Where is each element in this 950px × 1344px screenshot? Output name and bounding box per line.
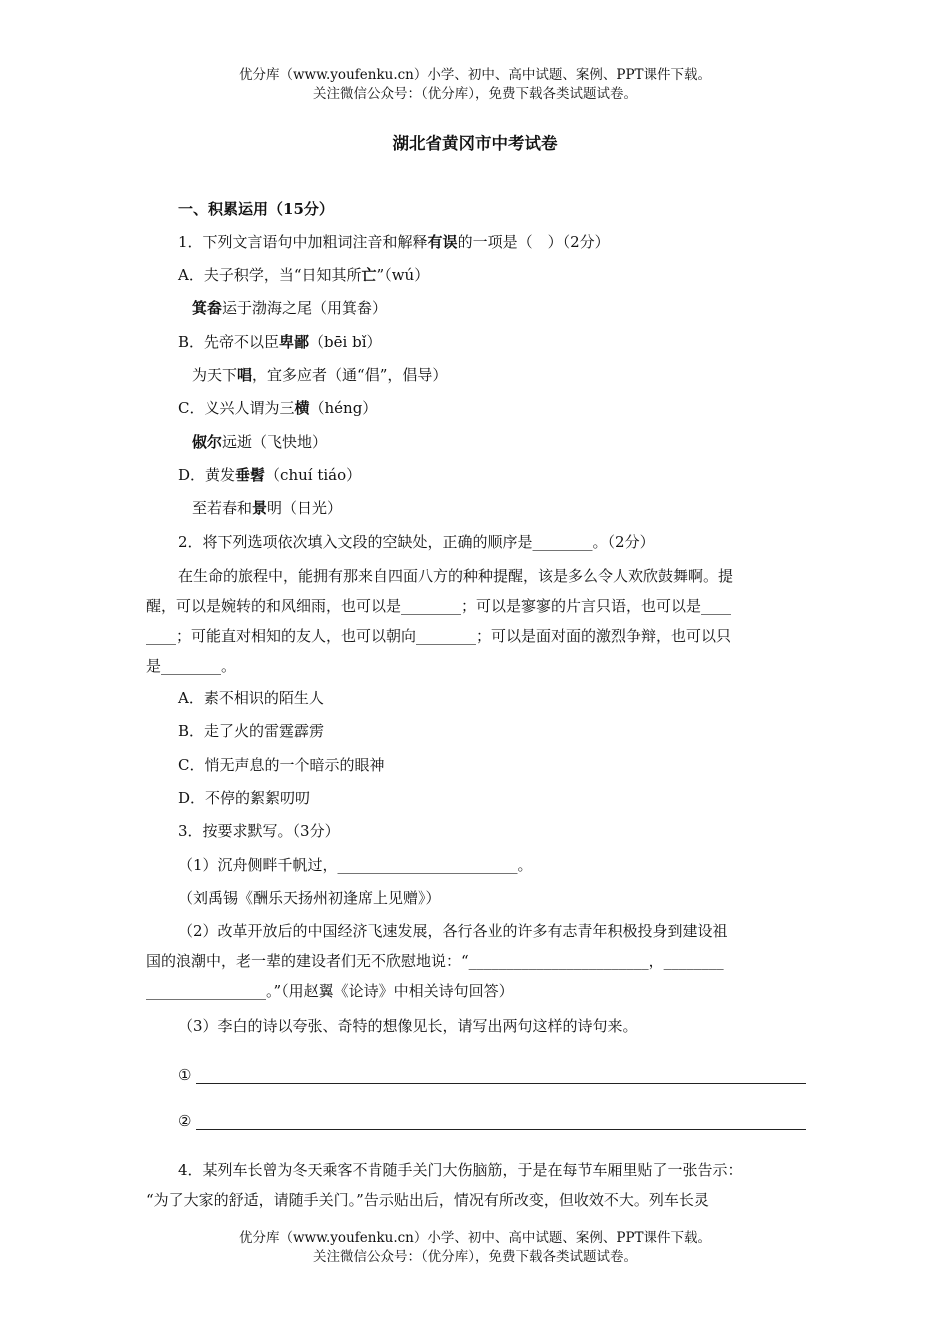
page-header	[0, 66, 950, 104]
q2-passage-line1: 在生命的旅程中，能拥有那来自四面八方的种种提醒，该是多么令人欢欣鼓舞啊。提	[178, 567, 734, 585]
answer-line-2	[178, 1112, 806, 1132]
q2-option-d: D．不停的絮絮叨叨	[178, 789, 311, 807]
answer-line-1-label: ①	[178, 1066, 192, 1084]
q3-sub1: （1）沉舟侧畔千帆过，________________________。	[178, 856, 533, 874]
q4-line1: 4．某列车长曾为冬天乘客不肯随手关门大伤脑筋，于是在每节车厢里贴了一张告示：	[178, 1161, 743, 1179]
section-heading-1: 一、积累运用（15分）	[178, 200, 334, 218]
q1-option-b-line2: 为天下唱，宜多应者（通“倡”，倡导）	[192, 366, 448, 384]
q2-passage-line3: ____；可能直对相知的友人，也可以朝向________；可以是面对面的激烈争辩，也可以只	[146, 627, 732, 645]
q1-option-a-line1: A．夫子积学，当“日知其所亡”（wú）	[178, 266, 430, 284]
q3-sub2-line3: ________________。”（用赵翼《论诗》中相关诗句回答）	[146, 982, 514, 1000]
q2-option-a: A．素不相识的陌生人	[178, 689, 324, 707]
footer-line-1: 优分库（www.youfenku.cn）小学、初中、高中试题、案例、PPT课件下载。	[238, 1230, 712, 1246]
q4-line2: “为了大家的舒适，请随手关门。”告示贴出后，情况有所改变，但收效不大。列车长灵	[146, 1191, 709, 1209]
answer-line-2-label: ②	[178, 1112, 192, 1130]
q1-option-a-line2: 箕畚运于渤海之尾（用箕畚）	[192, 299, 388, 317]
q2-passage-line4: 是________。	[146, 657, 237, 675]
q1-option-b-line1: B．先帝不以臣卑鄙（bēi bǐ）	[178, 333, 382, 351]
footer-line-2: 关注微信公众号：（优分库），免费下载各类试题试卷。	[313, 1249, 637, 1265]
answer-line-1	[178, 1066, 806, 1086]
page-footer	[0, 1229, 950, 1267]
q2-option-b: B．走了火的雷霆霹雳	[178, 722, 325, 740]
q3-sub3: （3）李白的诗以夸张、奇特的想像见长，请写出两句这样的诗句来。	[178, 1017, 638, 1035]
q3-sub2-line1: （2）改革开放后的中国经济飞速发展，各行各业的许多有志青年积极投身到建设祖	[178, 922, 728, 940]
header-line-1: 优分库（www.youfenku.cn）小学、初中、高中试题、案例、PPT课件下载。	[238, 67, 712, 83]
header-line-2: 关注微信公众号：（优分库），免费下载各类试题试卷。	[313, 86, 637, 102]
q1-option-c-line1: C．义兴人谓为三横（héng）	[178, 399, 378, 417]
page-title: 湖北省黄冈市中考试卷	[392, 134, 558, 153]
q2-passage-line2: 醒，可以是婉转的和风细雨，也可以是________；可以是寥寥的片言只语，也可以是____	[146, 597, 732, 615]
q2-stem: 2．将下列选项依次填入文段的空缺处，正确的顺序是________。（2分）	[178, 533, 655, 551]
q3-sub1-source: （刘禹锡《酬乐天扬州初逢席上见赠》）	[178, 889, 441, 907]
q3-stem: 3．按要求默写。（3分）	[178, 822, 340, 840]
q1-option-c-line2: 俶尔远逝（飞快地）	[192, 433, 328, 451]
q1-option-d-line1: D．黄发垂髫（chuí tiáo）	[178, 466, 362, 484]
q2-option-c: C．悄无声息的一个暗示的眼神	[178, 756, 385, 774]
q1-option-d-line2: 至若春和景明（日光）	[192, 499, 343, 517]
q3-sub2-line2: 国的浪潮中，老一辈的建设者们无不欣慰地说：“________________________，________	[146, 952, 724, 970]
q1-stem: 1．下列文言语句中加粗词注音和解释有误的一项是（ ）（2分）	[178, 233, 610, 251]
